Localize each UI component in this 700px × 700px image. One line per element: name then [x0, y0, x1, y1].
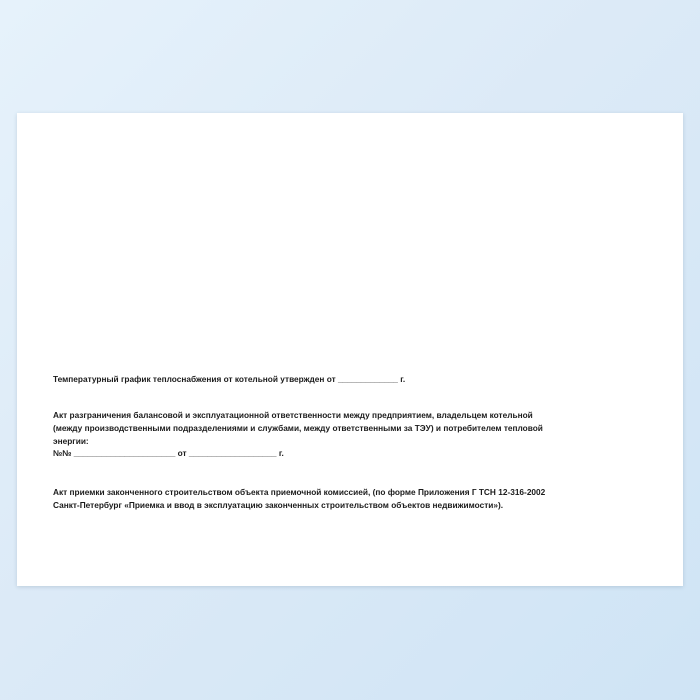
line-temperature-schedule: Температурный график теплоснабжения от котельной утвержден от _____________ г. — [53, 374, 406, 384]
line-balance-4: №№ ______________________ от ___________________ г. — [53, 448, 284, 459]
line-balance-3: энергии: — [53, 435, 89, 446]
paragraph-temperature-schedule — [53, 373, 647, 386]
line-balance-1: Акт разграничения балансовой и эксплуатационной ответственности между предприятием, владельцем котельной — [53, 409, 533, 420]
line-balance-2: (между производственными подразделениями и службами, между ответственными за ТЭУ) и потребителем тепловой — [53, 422, 543, 433]
document-text-body — [53, 373, 647, 518]
paragraph-balance-delimitation — [53, 409, 647, 460]
document-page — [17, 113, 683, 586]
line-acceptance-1: Акт приемки законченного строительством объекта приемочной комиссией, (по форме Приложения Г ТСН 12-316-2002 — [53, 487, 546, 498]
paragraph-acceptance-act — [53, 486, 647, 512]
line-acceptance-2: Санкт-Петербург «Приемка и ввод в эксплуатацию законченных строительством объектов недвижимости»). — [53, 500, 504, 511]
